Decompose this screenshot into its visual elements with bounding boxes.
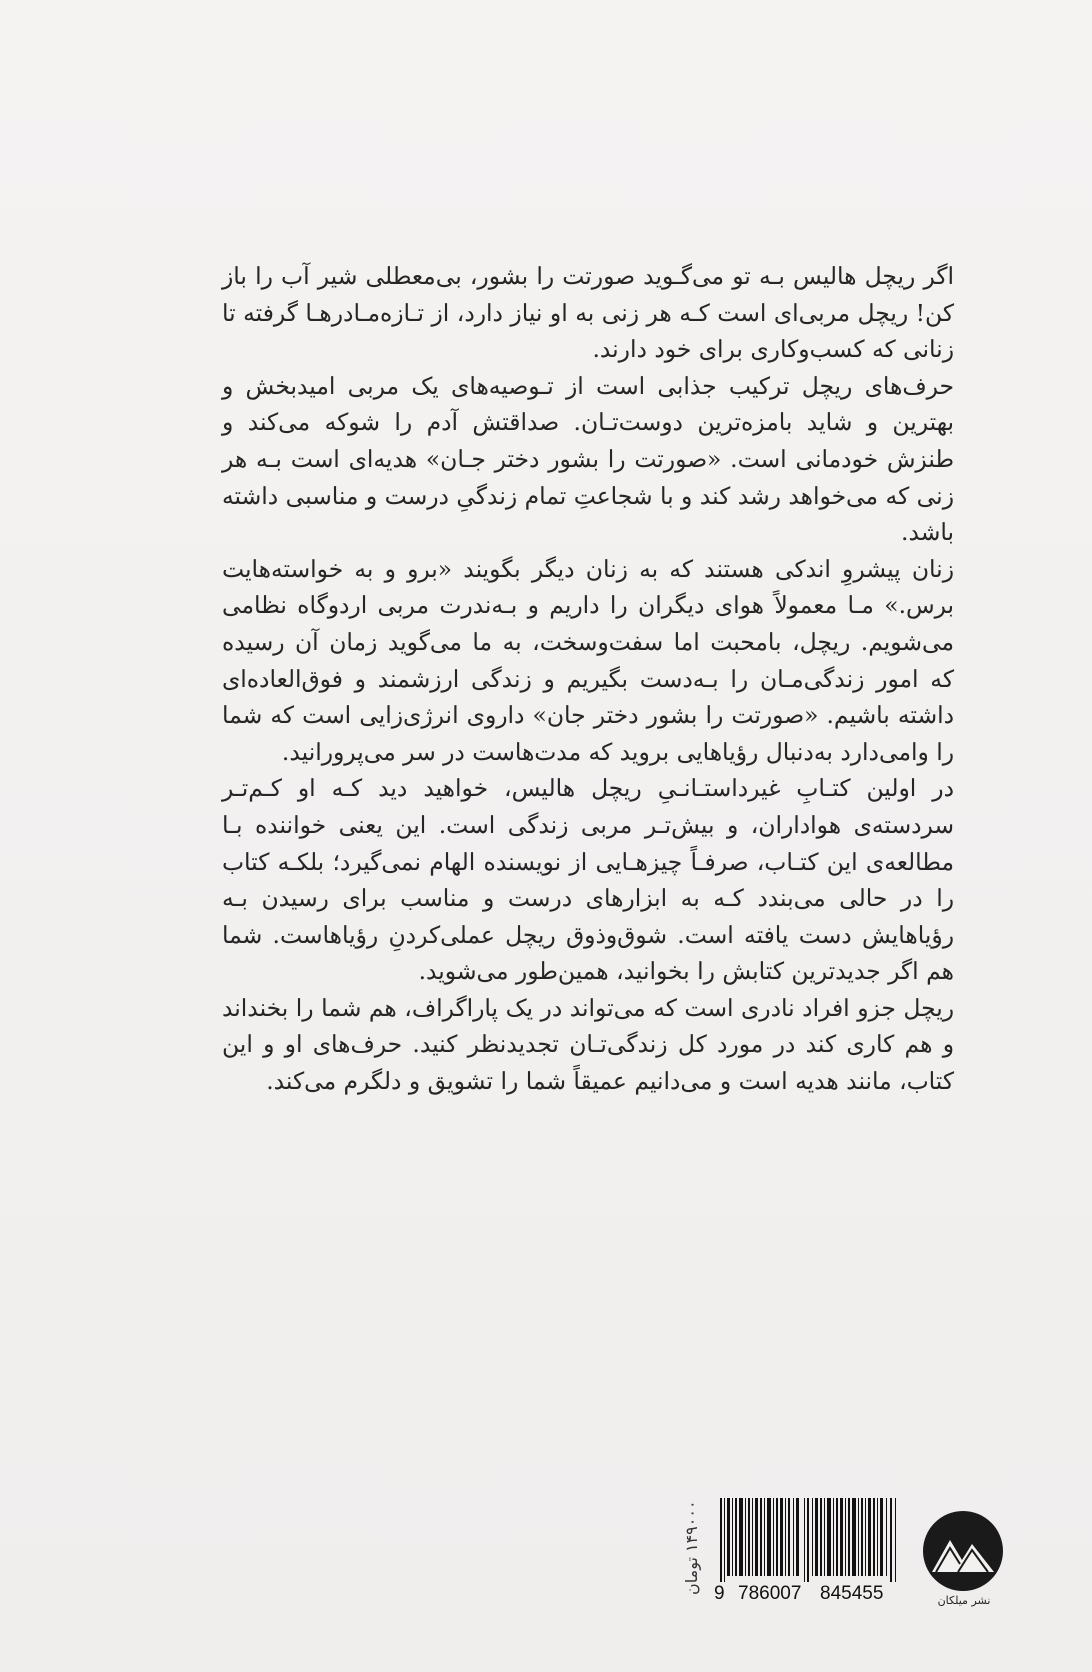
barcode-icon [720, 1498, 898, 1582]
publisher-name: نشر میلکان [937, 1594, 991, 1607]
mountains-logo-icon [922, 1510, 1004, 1592]
isbn-number [714, 1583, 904, 1605]
blurb-paragraph-5: ریچل جزو افراد نادری است که می‌تواند در یک پاراگراف، هم شما را بخنداند و هم کاری کند در مورد کل زندگی‌تـان تجدیدنظر کنید. حرف‌های او و این کتاب، مانند هدیه است و می‌دانیم عمیقاً شما را تشویق و دلگرم می‌کند. [222, 993, 954, 1096]
blurb-paragraph-3: زنان پیشروِ اندکی هستند که به زنان دیگر بگویند «برو و به خواسته‌هایت برس.» مـا معمولاً هوای دیگران را داریم و بـه‌ندرت مربی اردوگاه نظامی می‌شویم. ریچل، بامحبت اما سفت‌وسخت، به ما می‌گوید زمان آن رسیده که امور زندگی‌مـان را بـه‌دست بگیریم و زندگی ارزشمند و فوق‌العاده‌ای داشته باشیم. «صورتت را بشور دختر جان» داروی انرژی‌زایی است که شما را وامی‌دارد به‌دنبال رؤیاهایی بروید که مدت‌هاست در سر می‌پرورانید. [222, 554, 954, 766]
isbn-group-1: 786007 [738, 1583, 802, 1604]
isbn-group-2: 845455 [820, 1583, 884, 1604]
price-label: ۱۴۹۰۰۰ تومان [682, 1500, 701, 1595]
blurb-paragraph-1: اگر ریچل هالیس بـه تو می‌گـوید صورتت را بشور، بی‌معطلی شیر آب را باز کن! ریچل مربی‌ای است کـه هر زنی به او نیاز دارد، از تـازه‌مـادرهـا گرفته تا زنانی که کسب‌وکاری برای خود دارند. [222, 262, 954, 364]
blurb-paragraph-2: حرف‌های ریچل ترکیب جذابی است از تـوصیه‌های یک مربی امیدبخش و بهترین و شاید بامزه‌ترین دوست‌تـان. صداقتش آدم را شوکه می‌کند و طنزش خودمانی است. «صورتت را بشور دختر جـان» هدیه‌ای است بـه هر زنی که می‌خواهد رشد کند و با شجاعتِ تمام زندگیِ درست و مناسبی داشته باشد. [222, 371, 954, 547]
book-blurb [222, 258, 954, 1100]
isbn-lead-digit: 9 [714, 1583, 725, 1604]
blurb-paragraph-4: در اولین کتـابِ غیرداستـانـیِ ریچل هالیس، خواهید دید کـه او کـم‌تـر سردسته‌ی هواداران، و بیش‌تـر مربی زندگی است. این یعنی خواننده بـا مطالعه‌ی این کتـاب، صرفـاً چیزهـایی از نویسنده الهام نمی‌گیرد؛ بلکـه کتاب را در حالی می‌بندد کـه به ابزارهای درست و مناسب برای رسیدن بـه رؤیاهایش دست یافته است. شوق‌وذوق ریچل عملی‌کردنِ رؤیاهاست. شما هم اگر جدیدترین کتابش را بخوانید، همین‌طور می‌شوید. [222, 774, 954, 986]
